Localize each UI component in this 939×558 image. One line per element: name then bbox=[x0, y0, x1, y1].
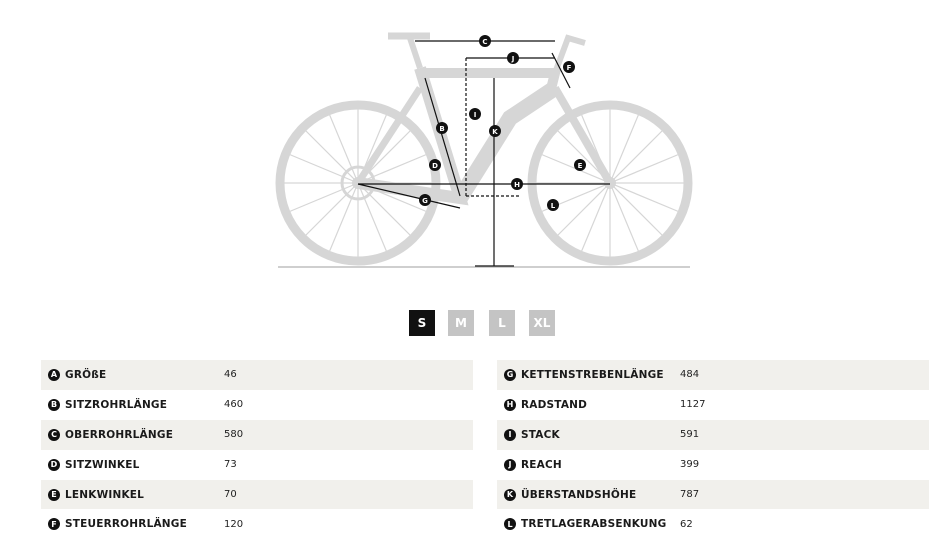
callout-f bbox=[563, 61, 575, 73]
callout-g bbox=[419, 194, 431, 206]
spec-row bbox=[41, 360, 473, 390]
spec-label: ÜBERSTANDSHÖHE bbox=[521, 488, 637, 501]
spec-row bbox=[41, 480, 473, 510]
spec-row bbox=[497, 509, 929, 539]
spec-badge: E bbox=[48, 489, 60, 501]
spec-badge: K bbox=[504, 489, 516, 501]
callout-c bbox=[479, 35, 491, 47]
spec-label: STEUERROHRLÄNGE bbox=[65, 518, 187, 531]
svg-text:B: B bbox=[439, 125, 445, 133]
svg-text:K: K bbox=[492, 128, 498, 136]
svg-text:I: I bbox=[473, 111, 477, 119]
svg-text:F: F bbox=[566, 64, 572, 72]
spec-badge: D bbox=[48, 459, 60, 471]
svg-text:G: G bbox=[422, 197, 428, 205]
spec-row bbox=[497, 420, 929, 450]
spec-value: 580 bbox=[224, 429, 244, 441]
spec-badge: G bbox=[504, 369, 516, 381]
bike-silhouette bbox=[278, 36, 690, 267]
spec-value: 62 bbox=[680, 518, 693, 530]
spec-value: 484 bbox=[680, 369, 700, 381]
geometry-table-left bbox=[41, 360, 473, 539]
spec-label: LENKWINKEL bbox=[65, 488, 145, 501]
spec-row bbox=[41, 390, 473, 420]
spec-label: TRETLAGERABSENKUNG bbox=[521, 518, 667, 531]
spec-label: OBERROHRLÄNGE bbox=[65, 428, 174, 441]
spec-badge: H bbox=[504, 399, 516, 411]
spec-value: 399 bbox=[680, 459, 700, 471]
spec-value: 1127 bbox=[680, 399, 706, 411]
svg-text:C: C bbox=[482, 38, 488, 46]
spec-badge: F bbox=[48, 518, 60, 530]
size-button-xl[interactable]: XL bbox=[529, 310, 555, 336]
spec-value: 70 bbox=[224, 489, 237, 500]
spec-badge: I bbox=[504, 429, 516, 441]
spec-value: 460 bbox=[224, 399, 244, 411]
spec-badge: C bbox=[48, 429, 60, 441]
callout-b bbox=[436, 122, 448, 134]
spec-label: GRÖßE bbox=[65, 368, 107, 381]
spec-value: 73 bbox=[224, 459, 237, 471]
spec-label: KETTENSTREBENLÄNGE bbox=[521, 368, 664, 381]
spec-label: SITZWINKEL bbox=[65, 458, 140, 471]
size-button-l[interactable]: L bbox=[489, 310, 515, 336]
spec-row bbox=[497, 480, 929, 510]
spec-label: RADSTAND bbox=[521, 398, 588, 411]
callout-e bbox=[574, 159, 586, 171]
svg-text:H: H bbox=[514, 181, 520, 189]
spec-value: 787 bbox=[680, 489, 700, 500]
spec-badge: L bbox=[504, 518, 516, 530]
svg-text:L: L bbox=[550, 202, 556, 210]
callout-i bbox=[469, 108, 481, 120]
spec-row bbox=[41, 420, 473, 450]
svg-text:J: J bbox=[511, 55, 515, 63]
callout-k bbox=[489, 125, 501, 137]
spec-label: REACH bbox=[521, 458, 562, 471]
spec-value: 120 bbox=[224, 518, 244, 530]
spec-row bbox=[497, 450, 929, 480]
spec-row bbox=[41, 450, 473, 480]
spec-row bbox=[41, 509, 473, 539]
callout-j bbox=[507, 52, 519, 64]
svg-text:E: E bbox=[577, 162, 583, 170]
callout-h bbox=[511, 178, 523, 190]
spec-label: STACK bbox=[521, 428, 560, 441]
spec-value: 46 bbox=[224, 369, 237, 381]
spec-row bbox=[497, 390, 929, 420]
spec-badge: A bbox=[48, 369, 60, 381]
svg-text:D: D bbox=[432, 162, 438, 170]
spec-badge: B bbox=[48, 399, 60, 411]
spec-value: 591 bbox=[680, 429, 700, 441]
size-button-s[interactable]: S bbox=[409, 310, 435, 336]
geometry-table-right bbox=[497, 360, 929, 539]
callout-l bbox=[547, 199, 559, 211]
spec-badge: J bbox=[504, 459, 516, 471]
spec-label: SITZROHRLÄNGE bbox=[65, 398, 168, 411]
spec-row bbox=[497, 360, 929, 390]
bike-geometry-diagram bbox=[270, 18, 700, 273]
callout-d bbox=[429, 159, 441, 171]
size-button-m[interactable]: M bbox=[448, 310, 474, 336]
